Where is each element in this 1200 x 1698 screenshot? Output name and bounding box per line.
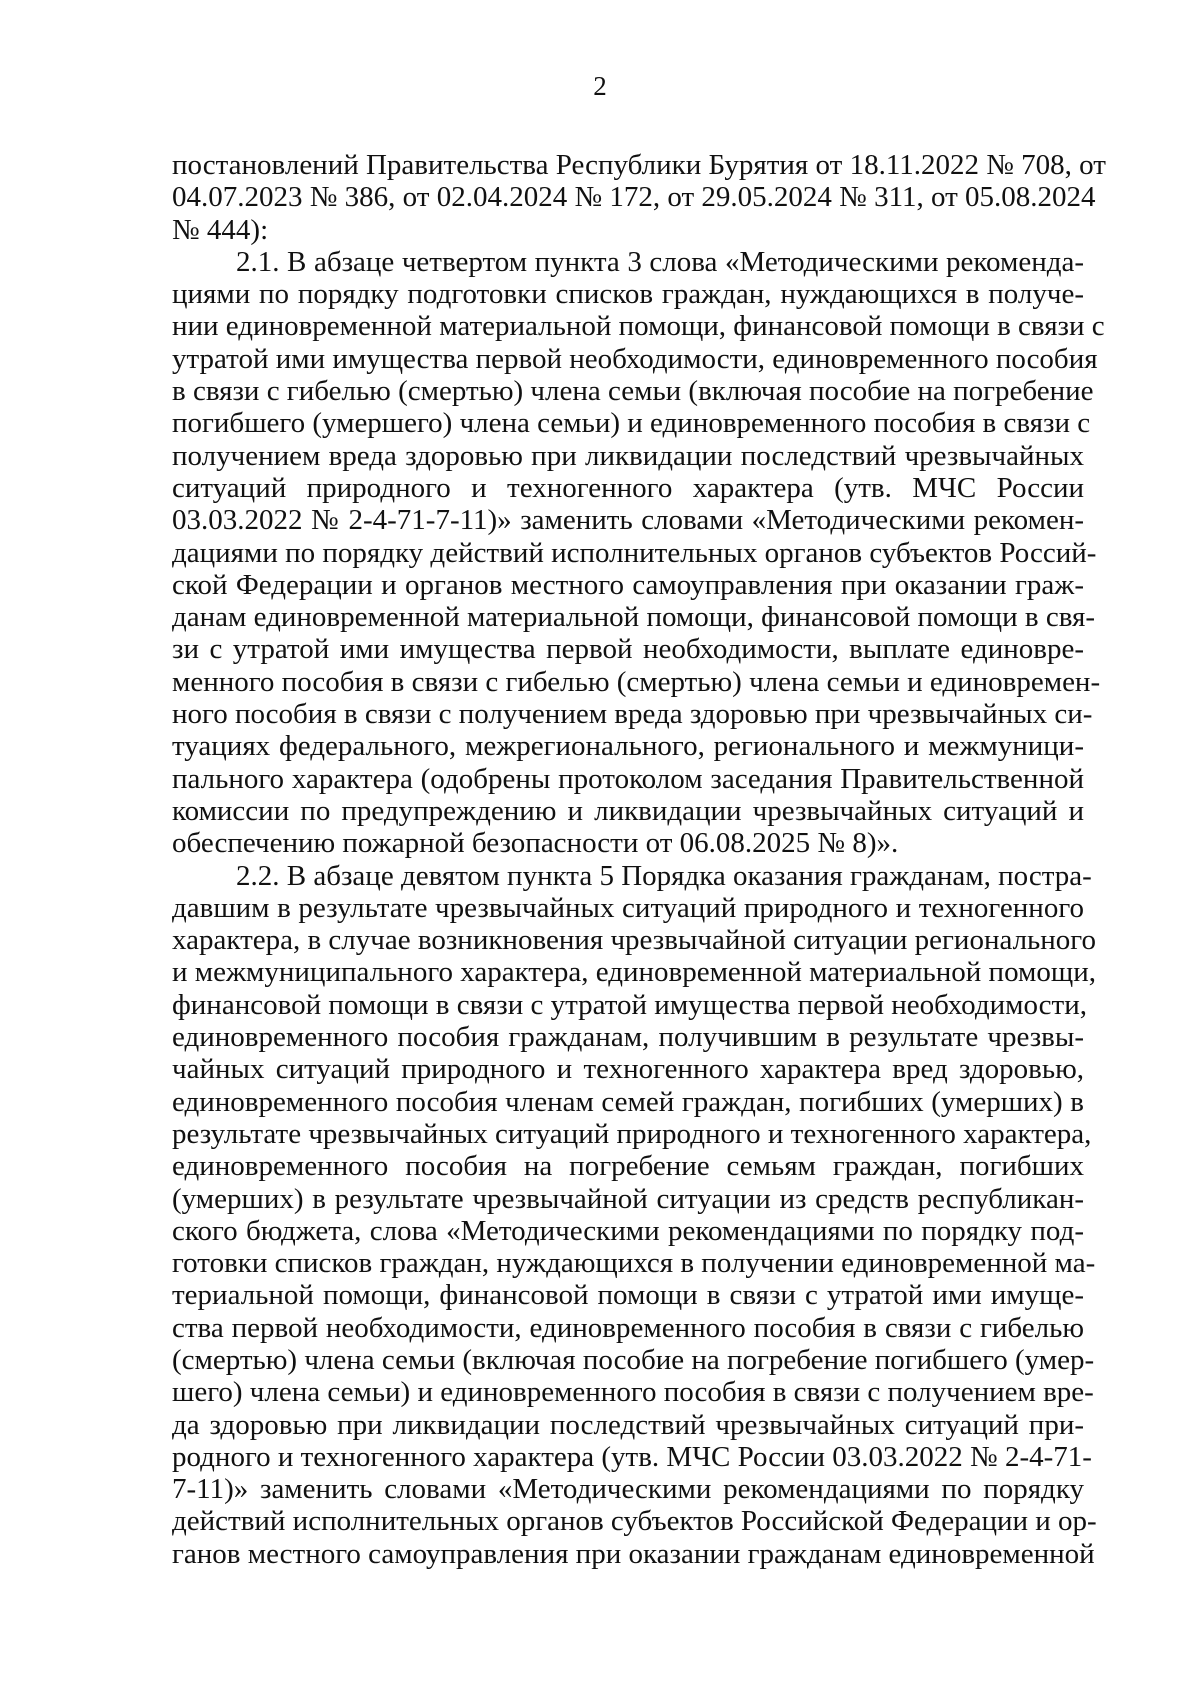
- text-line: обеспечению пожарной безопасности от 06.08.2025 № 8)».: [172, 827, 899, 860]
- text-line: действий исполнительных органов субъектов Российской Федерации и ор-: [172, 1505, 1097, 1538]
- text-line: 7-11)» заменить словами «Методическими рекомендациями по порядку: [172, 1473, 1084, 1506]
- text-line: данам единовременной материальной помощи, финансовой помощи в свя-: [172, 601, 1096, 634]
- text-line: 2.2. В абзаце девятом пункта 5 Порядка оказания гражданам, постра-: [236, 859, 1092, 892]
- text-line: пального характера (одобрены протоколом заседания Правительственной: [172, 762, 1084, 795]
- text-line: циями по порядку подготовки списков граждан, нуждающихся в получе-: [172, 278, 1084, 311]
- page-number: 2: [593, 71, 607, 101]
- text-line: дациями по порядку действий исполнительных органов субъектов Россий-: [172, 536, 1097, 569]
- text-line: комиссии по предупреждению и ликвидации чрезвычайных ситуаций и: [172, 794, 1084, 827]
- text-line: ского бюджета, слова «Методическими рекомендациями по порядку под-: [172, 1214, 1084, 1247]
- intro-paragraph: [172, 149, 1106, 246]
- text-line: нии единовременной материальной помощи, финансовой помощи в связи с: [172, 310, 1105, 343]
- text-line: единовременного пособия гражданам, получившим в результате чрезвы-: [172, 1021, 1084, 1054]
- text-line: ситуаций природного и техногенного характера (утв. МЧС России: [172, 471, 1084, 504]
- text-line: 03.03.2022 № 2-4-71-7-11)» заменить словами «Методическими рекомен-: [172, 504, 1084, 537]
- text-line: териальной помощи, финансовой помощи в связи с утратой ими имуще-: [172, 1279, 1084, 1312]
- text-line: ганов местного самоуправления при оказании гражданам единовременной: [172, 1537, 1095, 1570]
- item-2-2-paragraph: [172, 859, 1097, 1571]
- text-line: получением вреда здоровью при ликвидации последствий чрезвычайных: [172, 439, 1084, 472]
- text-line: ской Федерации и органов местного самоуправления при оказании граж-: [172, 568, 1084, 601]
- text-line: единовременного пособия членам семей граждан, погибших (умерших) в: [172, 1085, 1084, 1118]
- text-line: погибшего (умершего) члена семьи) и единовременного пособия в связи с: [172, 407, 1091, 440]
- text-line: давшим в результате чрезвычайных ситуаций природного и техногенного: [172, 891, 1084, 924]
- document-body: [172, 149, 1106, 1570]
- text-line: № 444):: [172, 213, 269, 246]
- text-line: менного пособия в связи с гибелью (смертью) члена семьи и единовремен-: [172, 665, 1101, 698]
- text-line: 2.1. В абзаце четвертом пункта 3 слова «Методическими рекоменда-: [236, 245, 1084, 278]
- text-line: родного и техногенного характера (утв. МЧС России 03.03.2022 № 2-4-71-: [172, 1440, 1092, 1473]
- text-line: 04.07.2023 № 386, от 02.04.2024 № 172, от 29.05.2024 № 311, от 05.08.2024: [172, 181, 1096, 214]
- text-line: результате чрезвычайных ситуаций природного и техногенного характера,: [172, 1117, 1092, 1150]
- text-line: и межмуниципального характера, единовременной материальной помощи,: [172, 956, 1096, 989]
- text-line: готовки списков граждан, нуждающихся в получении единовременной ма-: [172, 1247, 1096, 1280]
- text-line: характера, в случае возникновения чрезвычайной ситуации регионального: [172, 924, 1096, 957]
- text-line: чайных ситуаций природного и техногенного характера вред здоровью,: [172, 1053, 1084, 1086]
- text-line: шего) члена семьи) и единовременного пособия в связи с получением вре-: [172, 1376, 1094, 1409]
- text-line: (смертью) члена семьи (включая пособие на погребение погибшего (умер-: [172, 1343, 1095, 1376]
- text-line: (умерших) в результате чрезвычайной ситуации из средств республикан-: [172, 1182, 1084, 1215]
- text-line: ства первой необходимости, единовременного пособия в связи с гибелью: [172, 1311, 1084, 1344]
- text-line: ного пособия в связи с получением вреда здоровью при чрезвычайных си-: [172, 698, 1093, 731]
- text-line: зи с утратой ими имущества первой необходимости, выплате единовре-: [172, 633, 1084, 666]
- text-line: единовременного пособия на погребение семьям граждан, погибших: [172, 1150, 1084, 1183]
- text-line: да здоровью при ликвидации последствий чрезвычайных ситуаций при-: [172, 1408, 1084, 1441]
- text-line: туациях федерального, межрегионального, регионального и межмуници-: [172, 730, 1084, 763]
- text-line: постановлений Правительства Республики Бурятия от 18.11.2022 № 708, от: [172, 149, 1106, 181]
- text-line: финансовой помощи в связи с утратой имущества первой необходимости,: [172, 988, 1087, 1021]
- text-line: утратой ими имущества первой необходимости, единовременного пособия: [172, 342, 1098, 375]
- text-line: в связи с гибелью (смертью) члена семьи (включая пособие на погребение: [172, 375, 1094, 408]
- item-2-1-paragraph: [172, 245, 1105, 860]
